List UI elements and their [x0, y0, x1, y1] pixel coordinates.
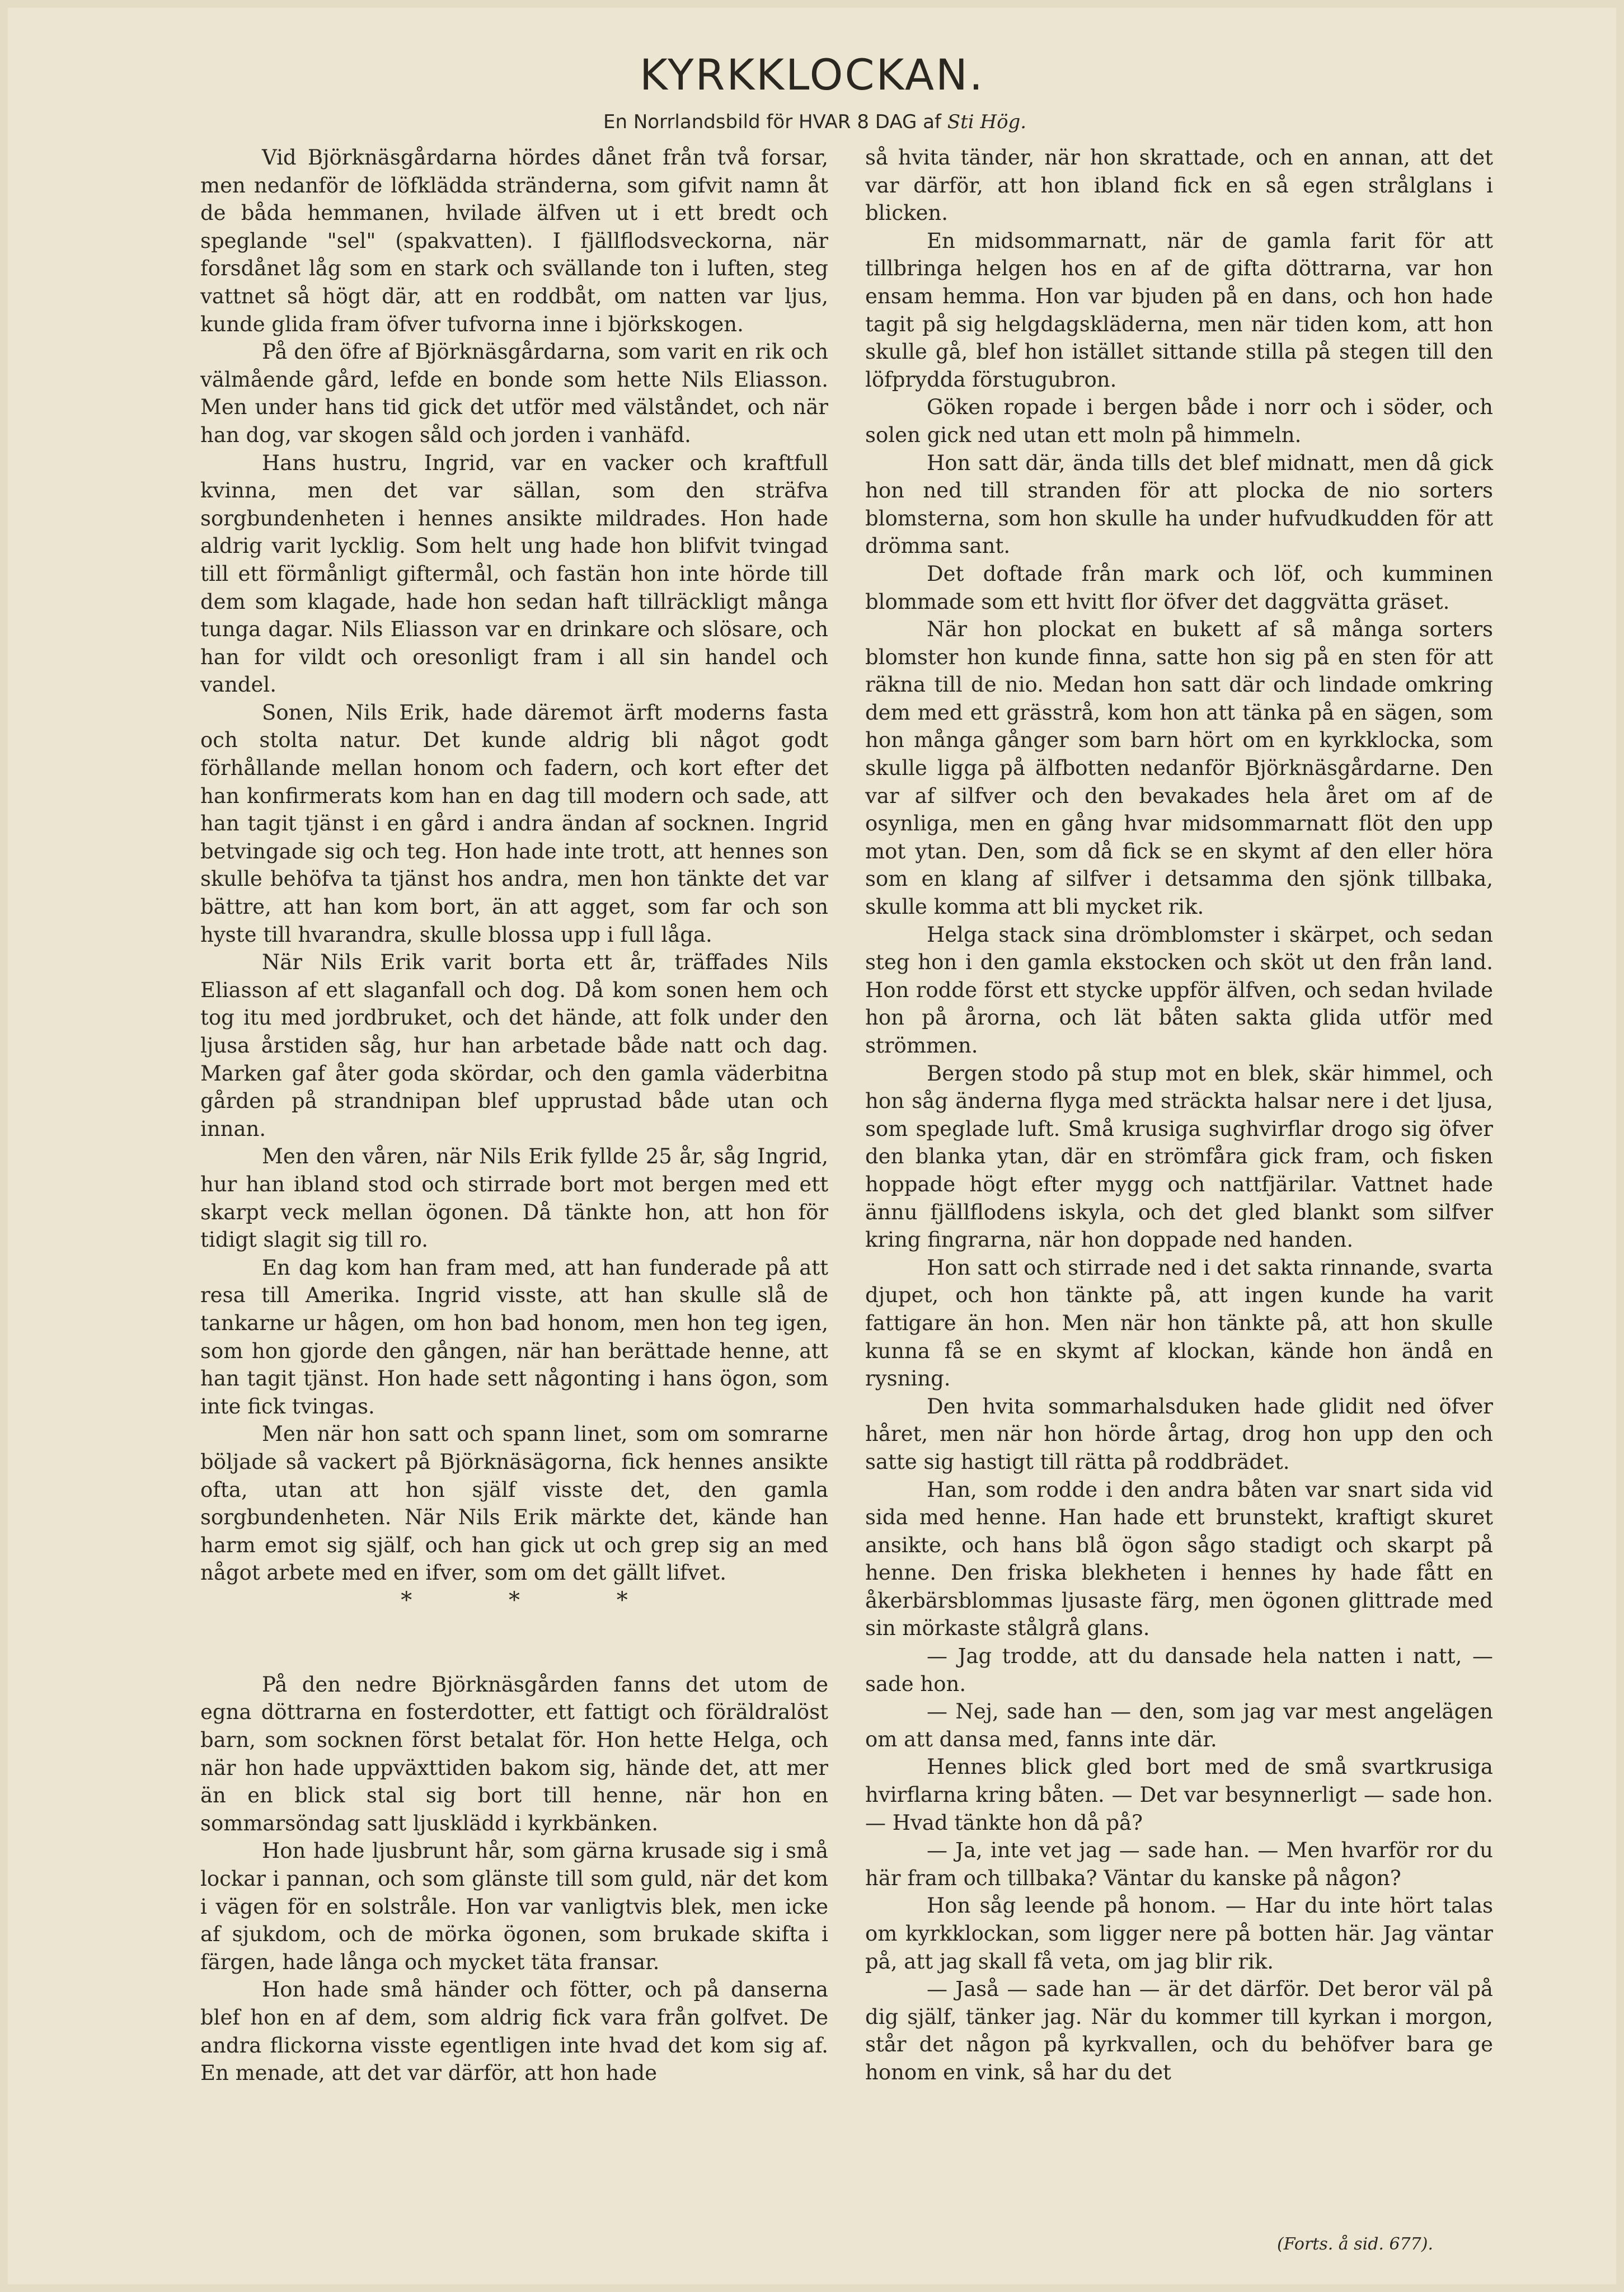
paragraph: En dag kom han fram med, att han funderade på att resa till Amerika. Ingrid visste, att han skulle slå de tankarne ur hågen, om hon bad honom, men hon teg igen, som hon gjorde den gången, när han berättade henne, att han tagit tjänst. Hon hade sett någonting i hans ögon, som inte fick tvingas. [200, 1255, 828, 1419]
continuation-note: (Forts. å sid. 677). [1277, 2234, 1433, 2254]
paragraph: En midsommarnatt, när de gamla farit för att tillbringa helgen hos en af de gifta döttrarna, var hon ensam hemma. Hon var bjuden på en dans, och hon hade tagit på sig helgdagskläderna, men när tiden kom, att hon skulle gå, blef hon istället sittande stilla på stegen till den löfprydda förstugubron. [865, 228, 1493, 392]
paragraph: På den nedre Björknäsgården fanns det utom de egna döttrarna en fosterdotter, ett fattigt och föräldralöst barn, som socknen först betalat för. Hon hette Helga, och när hon hade uppväxttiden bakom sig, hände det, att mer än en blick stal sig bort till henne, när hon en sommarsöndag satt ljusklädd i kyrkbänken. [200, 1672, 828, 1835]
paragraph: Men när hon satt och spann linet, som om somrarne böljade så vackert på Björknäsägorna, fick hennes ansikte ofta, utan att hon själf visste det, den gamla sorgbundenheten. När Nils Erik märkte det, kände han harm emot sig själf, och han gick ut och grep sig an med något arbete med en ifver, som om det gällt lifvet. [200, 1422, 828, 1585]
paragraph: När hon plockat en bukett af så många sorters blomster hon kunde finna, satte hon sig på en sten för att räkna till de nio. Medan hon satt där och lindade omkring dem med ett grässtrå, kom hon att tänka på en sägen, som hon många gånger som barn hört om en kyrkklocka, som skulle ligga på älfbotten nedanför Björknäsgårdarne. Den var af silfver och den bevakades hela året om af de osynliga, men en gång hvar midsommarnatt flöt den upp mot ytan. Den, som då fick se en skymt af den eller höra som en klang af silfver i detsamma den sjönk tillbaka, skulle komma att bli mycket rik. [865, 617, 1493, 919]
paragraph: På den öfre af Björknäsgårdarna, som varit en rik och välmående gård, lefde en bonde som hette Nils Eliasson. Men under hans tid gick det utför med välståndet, och när han dog, var skogen såld och jorden i vanhäfd. [200, 340, 828, 447]
section-separator: * * * [401, 1587, 673, 1613]
paragraph: Hon satt där, ända tills det blef midnatt, men då gick hon ned till stranden för att plocka de nio sorters blomsterna, som hon skulle ha under hufvudkudden för att drömma sant. [865, 450, 1493, 558]
dialogue-line: — Ja, inte vet jag — sade han. — Men hvarför ror du här fram och tillbaka? Väntar du kanske på någon? [865, 1838, 1493, 1890]
left-column [200, 144, 828, 2087]
paragraph: Hon hade ljusbrunt hår, som gärna krusade sig i små lockar i pannan, och som glänste till som guld, när det kom i vägen för en solstråle. Hon var vanligtvis blek, men icke af sjukdom, och de mörka ögonen, som brukade skifta i färgen, hade långa och mycket täta fransar. [200, 1839, 828, 1974]
paragraph: Sonen, Nils Erik, hade däremot ärft moderns fasta och stolta natur. Det kunde aldrig bli något godt förhållande mellan honom och fadern, och kort efter det han konfirmerats kom han en dag till modern och sade, att han tagit tjänst i en gård i andra ändan af socknen. Ingrid betvingade sig och teg. Hon hade inte trott, att hennes son skulle behöfva ta tjänst hos andra, men hon tänkte det var bättre, att han kom bort, än att agget, som far och son hyste till hvarandra, skulle blossa upp i full låga. [200, 700, 828, 947]
byline-prefix: En Norrlandsbild för HVAR 8 DAG af [603, 111, 947, 133]
paragraph: Vid Björknäsgårdarna hördes dånet från två forsar, men nedanför de löfklädda stränderna, som gifvit namn åt de båda hemmanen, hvilade älfven ut i ett bredt och speglande "sel" (spakvatten). I fjällflodsveckorna, när forsdånet låg som en stark och svällande ton i luften, steg vattnet så högt där, att en roddbåt, om natten var ljus, kunde glida fram öfver tufvorna inne i björkskogen. [200, 145, 828, 336]
paragraph: Hans hustru, Ingrid, var en vacker och kraftfull kvinna, men det var sällan, som den sträfva sorgbundenheten i hennes ansikte mildrades. Hon hade aldrig varit lycklig. Som helt ung hade hon blifvit tvingad till ett förmånligt giftermål, och fastän hon inte hörde till dem som klagade, hade hon sedan haft tillräckligt många tunga dagar. Nils Eliasson var en drinkare och slösare, och han for vildt och oresonligt fram i all sin handel och vandel. [200, 450, 828, 697]
dialogue-line: — Jaså — sade han — är det därför. Det beror väl på dig själf, tänker jag. När du kommer till kyrkan i morgon, står det någon på kyrkvallen, och du behöfver bara ge honom en vink, så har du det [865, 1977, 1493, 2084]
paragraph: Han, som rodde i den andra båten var snart sida vid sida med henne. Han hade ett brunstekt, kraftigt skuret ansikte, och hans blå ögon sågo stadigt och skarpt på henne. Den friska blekheten i hennes hy hade fått en åkerbärsblommas ljusaste färg, men ögonen glittrade med sin mörkaste stålgrå glans. [865, 1477, 1493, 1641]
paragraph: Helga stack sina drömblomster i skärpet, och sedan steg hon i den gamla ekstocken och sköt ut den från land. Hon rodde först ett stycke uppför älfven, och sedan hvilade hon på årorna, och lät båten sakta glida utför med strömmen. [865, 922, 1493, 1058]
paragraph: Det doftade från mark och löf, och kumminen blommade som ett hvitt flor öfver det daggvätta gräset. [865, 561, 1493, 614]
dialogue-line: — Jag trodde, att du dansade hela natten i natt, — sade hon. [865, 1644, 1493, 1696]
byline [603, 112, 1555, 131]
dialogue-line: Hon såg leende på honom. — Har du inte hört talas om kyrkklockan, som ligger nere på botten här. Jag väntar på, att jag skall få veta, om jag blir rik. [865, 1894, 1493, 1974]
right-column [865, 144, 1493, 2087]
paragraph: När Nils Erik varit borta ett år, träffades Nils Eliasson af ett slaganfall och dog. Då kom sonen hem och tog itu med jordbruket, och det hände, att folk under den ljusa årstiden såg, hur han arbetade både natt och dag. Marken gaf åter goda skördar, och den gamla väderbitna gården på strandnipan blef upprustad både utan och innan. [200, 950, 828, 1141]
paragraph: Bergen stodo på stup mot en blek, skär himmel, och hon såg änderna flyga med sträckta halsar nere i det ljusa, som speglade luft. Små krusiga sughvirflar drogo sig öfver den blanka ytan, där en strömfåra gick fram, och fisken hoppade högt efter mygg och nattfjärilar. Vattnet hade ännu fjällflodens iskyla, och det gled blankt som silfver kring fingrarna, när hon doppade ned handen. [865, 1061, 1493, 1252]
paragraph: Hon satt och stirrade ned i det sakta rinnande, svarta djupet, och hon tänkte på, att ingen kunde ha varit fattigare än hon. Men när hon tänkte på, att hon skulle kunna få se en skymt af klockan, kände hon ändå en rysning. [865, 1255, 1493, 1391]
article-title: KYRKKLOCKAN. [639, 50, 985, 100]
paragraph-continued: så hvita tänder, när hon skrattade, och en annan, att det var därför, att hon ibland fick en så egen strålglans i blicken. [865, 145, 1493, 226]
paragraph: Den hvita sommarhalsduken hade glidit ned öfver håret, men när hon hörde årtag, drog hon upp den och satte sig hastigt till rätta på roddbrädet. [865, 1394, 1493, 1474]
dialogue-line: Hennes blick gled bort med de små svartkrusiga hvirflarna kring båten. — Det var besynnerligt — sade hon. — Hvad tänkte hon då på? [865, 1755, 1493, 1835]
paragraph: Göken ropade i bergen både i norr och i söder, och solen gick ned utan ett moln på himmeln. [865, 395, 1493, 447]
paragraph: Men den våren, när Nils Erik fyllde 25 år, såg Ingrid, hur han ibland stod och stirrade bort mot bergen med ett skarpt veck mellan ögonen. Då tänkte hon, att hon för tidigt slagit sig till ro. [200, 1144, 828, 1252]
dialogue-line: — Nej, sade han — den, som jag var mest angelägen om att dansa med, fanns inte där. [865, 1699, 1493, 1751]
byline-author: Sti Hög. [947, 111, 1027, 133]
paragraph: Hon hade små händer och fötter, och på danserna blef hon en af dem, som aldrig fick vara från golfvet. De andra flickorna visste egentligen inte hvad det kom sig af. En menade, att det var därför, att hon hade [200, 1978, 828, 2086]
